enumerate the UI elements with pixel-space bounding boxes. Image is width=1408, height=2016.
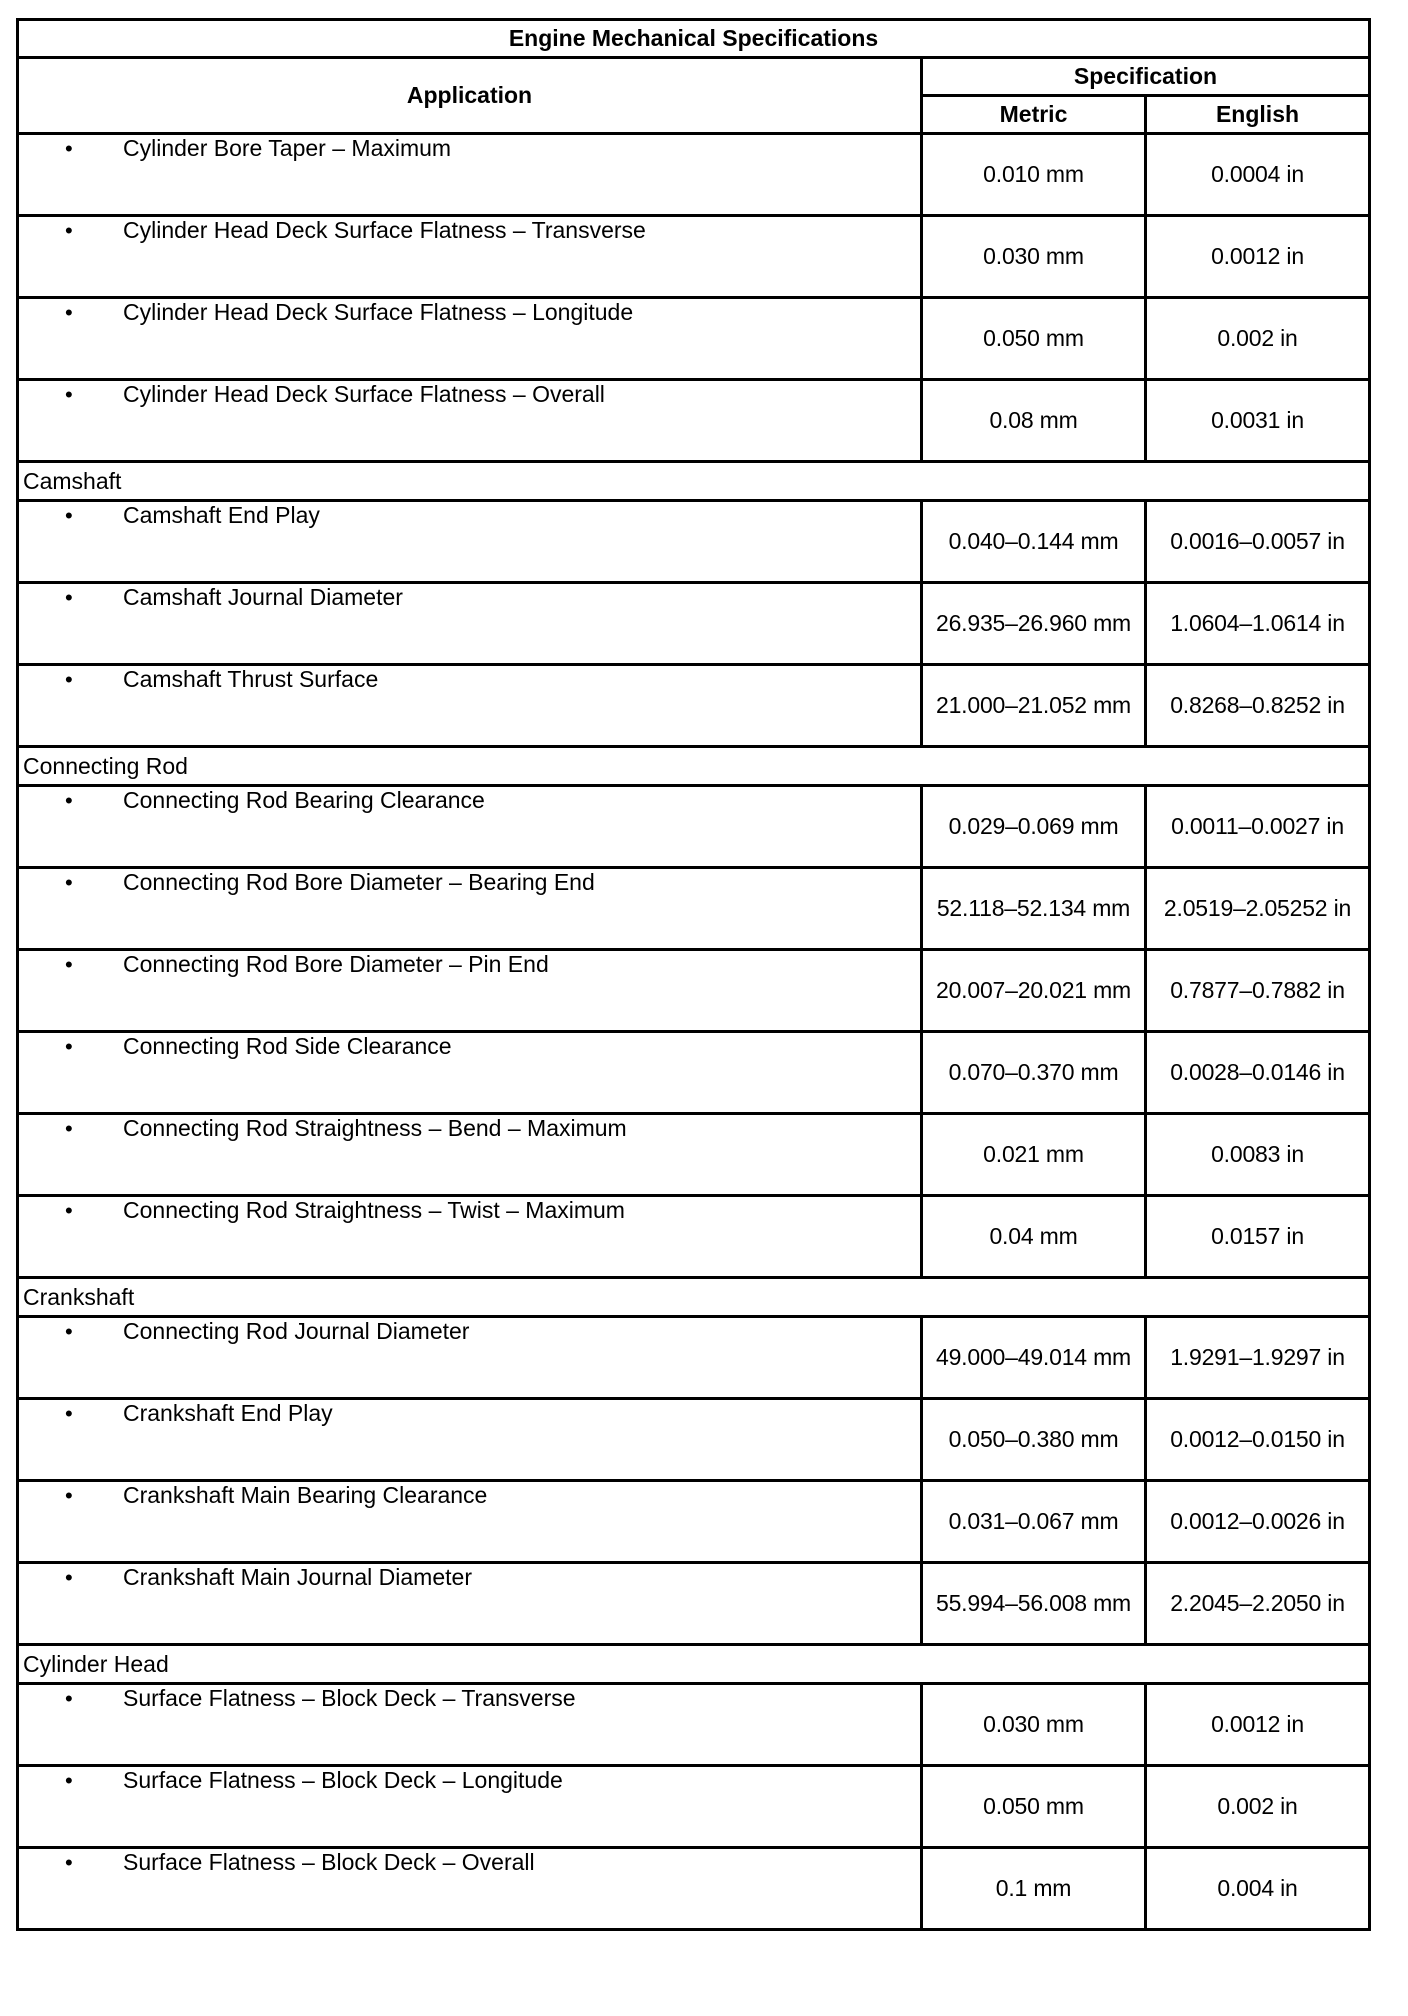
application-label: Connecting Rod Straightness – Twist – Maximum xyxy=(123,1197,625,1223)
english-value: 0.0012–0.0026 in xyxy=(1146,1481,1370,1563)
bullet-icon: • xyxy=(65,1565,73,1590)
section-label: Crankshaft xyxy=(18,1278,1370,1317)
bullet-icon: • xyxy=(65,136,73,161)
bullet-icon: • xyxy=(65,1686,73,1711)
english-value: 0.0012 in xyxy=(1146,1684,1370,1766)
application-label: Surface Flatness – Block Deck – Overall xyxy=(123,1849,535,1875)
table-row xyxy=(18,868,1370,950)
english-value: 0.0157 in xyxy=(1146,1196,1370,1278)
application-label: Cylinder Head Deck Surface Flatness – Longitude xyxy=(123,299,634,325)
english-value: 0.0004 in xyxy=(1146,134,1370,216)
table-row xyxy=(18,1317,1370,1399)
bullet-icon: • xyxy=(65,1768,73,1793)
table-row xyxy=(18,134,1370,216)
table-row xyxy=(18,501,1370,583)
application-cell xyxy=(18,1317,922,1399)
section-label: Camshaft xyxy=(18,462,1370,501)
application-cell xyxy=(18,1848,922,1930)
bullet-icon: • xyxy=(65,788,73,813)
application-label: Connecting Rod Side Clearance xyxy=(123,1033,452,1059)
metric-value: 21.000–21.052 mm xyxy=(922,665,1146,747)
metric-value: 0.070–0.370 mm xyxy=(922,1032,1146,1114)
bullet-icon: • xyxy=(65,870,73,895)
table-row xyxy=(18,786,1370,868)
spec-table xyxy=(16,18,1371,1931)
english-value: 0.0011–0.0027 in xyxy=(1146,786,1370,868)
metric-value: 0.040–0.144 mm xyxy=(922,501,1146,583)
bullet-icon: • xyxy=(65,382,73,407)
english-value: 2.2045–2.2050 in xyxy=(1146,1563,1370,1645)
table-row xyxy=(18,665,1370,747)
bullet-icon: • xyxy=(65,503,73,528)
application-cell xyxy=(18,1399,922,1481)
metric-value: 20.007–20.021 mm xyxy=(922,950,1146,1032)
application-label: Connecting Rod Journal Diameter xyxy=(123,1318,470,1344)
bullet-icon: • xyxy=(65,585,73,610)
english-value: 1.9291–1.9297 in xyxy=(1146,1317,1370,1399)
bullet-icon: • xyxy=(65,218,73,243)
application-label: Crankshaft End Play xyxy=(123,1400,333,1426)
application-header: Application xyxy=(18,58,922,134)
application-label: Camshaft Journal Diameter xyxy=(123,584,403,610)
application-cell xyxy=(18,134,922,216)
section-label: Cylinder Head xyxy=(18,1645,1370,1684)
bullet-icon: • xyxy=(65,667,73,692)
bullet-icon: • xyxy=(65,1483,73,1508)
application-label: Crankshaft Main Bearing Clearance xyxy=(123,1482,488,1508)
application-label: Connecting Rod Straightness – Bend – Maximum xyxy=(123,1115,627,1141)
application-cell xyxy=(18,1563,922,1645)
english-value: 0.7877–0.7882 in xyxy=(1146,950,1370,1032)
specification-header: Specification xyxy=(922,58,1370,96)
section-row xyxy=(18,747,1370,786)
section-row xyxy=(18,1278,1370,1317)
english-value: 0.004 in xyxy=(1146,1848,1370,1930)
spec-body xyxy=(18,134,1370,1930)
bullet-icon: • xyxy=(65,300,73,325)
metric-value: 49.000–49.014 mm xyxy=(922,1317,1146,1399)
bullet-icon: • xyxy=(65,1401,73,1426)
table-row xyxy=(18,216,1370,298)
application-cell xyxy=(18,786,922,868)
section-row xyxy=(18,1645,1370,1684)
english-value: 0.0083 in xyxy=(1146,1114,1370,1196)
application-cell xyxy=(18,1684,922,1766)
english-value: 0.002 in xyxy=(1146,1766,1370,1848)
application-label: Camshaft End Play xyxy=(123,502,320,528)
application-label: Connecting Rod Bearing Clearance xyxy=(123,787,485,813)
table-title: Engine Mechanical Specifications xyxy=(18,20,1370,58)
metric-value: 0.04 mm xyxy=(922,1196,1146,1278)
section-label: Connecting Rod xyxy=(18,747,1370,786)
title-row xyxy=(18,20,1370,58)
application-label: Camshaft Thrust Surface xyxy=(123,666,379,692)
table-row xyxy=(18,950,1370,1032)
metric-value: 0.050–0.380 mm xyxy=(922,1399,1146,1481)
table-row xyxy=(18,1399,1370,1481)
metric-value: 0.031–0.067 mm xyxy=(922,1481,1146,1563)
table-row xyxy=(18,1563,1370,1645)
application-label: Surface Flatness – Block Deck – Transverse xyxy=(123,1685,576,1711)
application-label: Cylinder Bore Taper – Maximum xyxy=(123,135,452,161)
english-value: 0.8268–0.8252 in xyxy=(1146,665,1370,747)
metric-value: 55.994–56.008 mm xyxy=(922,1563,1146,1645)
bullet-icon: • xyxy=(65,1116,73,1141)
application-cell xyxy=(18,216,922,298)
table-row xyxy=(18,583,1370,665)
table-row xyxy=(18,1114,1370,1196)
metric-value: 52.118–52.134 mm xyxy=(922,868,1146,950)
application-label: Surface Flatness – Block Deck – Longitude xyxy=(123,1767,563,1793)
application-cell xyxy=(18,1032,922,1114)
application-cell xyxy=(18,298,922,380)
bullet-icon: • xyxy=(65,1198,73,1223)
metric-value: 26.935–26.960 mm xyxy=(922,583,1146,665)
metric-value: 0.030 mm xyxy=(922,216,1146,298)
english-value: 2.0519–2.05252 in xyxy=(1146,868,1370,950)
english-value: 1.0604–1.0614 in xyxy=(1146,583,1370,665)
table-row xyxy=(18,1684,1370,1766)
english-value: 0.0016–0.0057 in xyxy=(1146,501,1370,583)
table-row xyxy=(18,380,1370,462)
application-cell xyxy=(18,1766,922,1848)
header-row xyxy=(18,58,1370,96)
english-value: 0.0028–0.0146 in xyxy=(1146,1032,1370,1114)
english-value: 0.0012 in xyxy=(1146,216,1370,298)
table-row xyxy=(18,1032,1370,1114)
metric-value: 0.029–0.069 mm xyxy=(922,786,1146,868)
metric-value: 0.08 mm xyxy=(922,380,1146,462)
application-label: Cylinder Head Deck Surface Flatness – Transverse xyxy=(123,217,646,243)
metric-value: 0.021 mm xyxy=(922,1114,1146,1196)
metric-value: 0.030 mm xyxy=(922,1684,1146,1766)
application-cell xyxy=(18,583,922,665)
bullet-icon: • xyxy=(65,1319,73,1344)
application-cell xyxy=(18,665,922,747)
english-header: English xyxy=(1146,96,1370,134)
section-row xyxy=(18,462,1370,501)
application-label: Connecting Rod Bore Diameter – Bearing End xyxy=(123,869,595,895)
application-cell xyxy=(18,1114,922,1196)
application-cell xyxy=(18,950,922,1032)
table-row xyxy=(18,1848,1370,1930)
table-row xyxy=(18,298,1370,380)
metric-value: 0.010 mm xyxy=(922,134,1146,216)
bullet-icon: • xyxy=(65,1850,73,1875)
metric-value: 0.050 mm xyxy=(922,298,1146,380)
application-cell xyxy=(18,1196,922,1278)
metric-header: Metric xyxy=(922,96,1146,134)
application-label: Connecting Rod Bore Diameter – Pin End xyxy=(123,951,549,977)
table-row xyxy=(18,1481,1370,1563)
application-label: Cylinder Head Deck Surface Flatness – Overall xyxy=(123,381,605,407)
bullet-icon: • xyxy=(65,1034,73,1059)
application-cell xyxy=(18,1481,922,1563)
application-cell xyxy=(18,501,922,583)
application-cell xyxy=(18,868,922,950)
table-row xyxy=(18,1766,1370,1848)
application-cell xyxy=(18,380,922,462)
metric-value: 0.1 mm xyxy=(922,1848,1146,1930)
application-label: Crankshaft Main Journal Diameter xyxy=(123,1564,472,1590)
table-row xyxy=(18,1196,1370,1278)
english-value: 0.0031 in xyxy=(1146,380,1370,462)
metric-value: 0.050 mm xyxy=(922,1766,1146,1848)
english-value: 0.002 in xyxy=(1146,298,1370,380)
bullet-icon: • xyxy=(65,952,73,977)
english-value: 0.0012–0.0150 in xyxy=(1146,1399,1370,1481)
